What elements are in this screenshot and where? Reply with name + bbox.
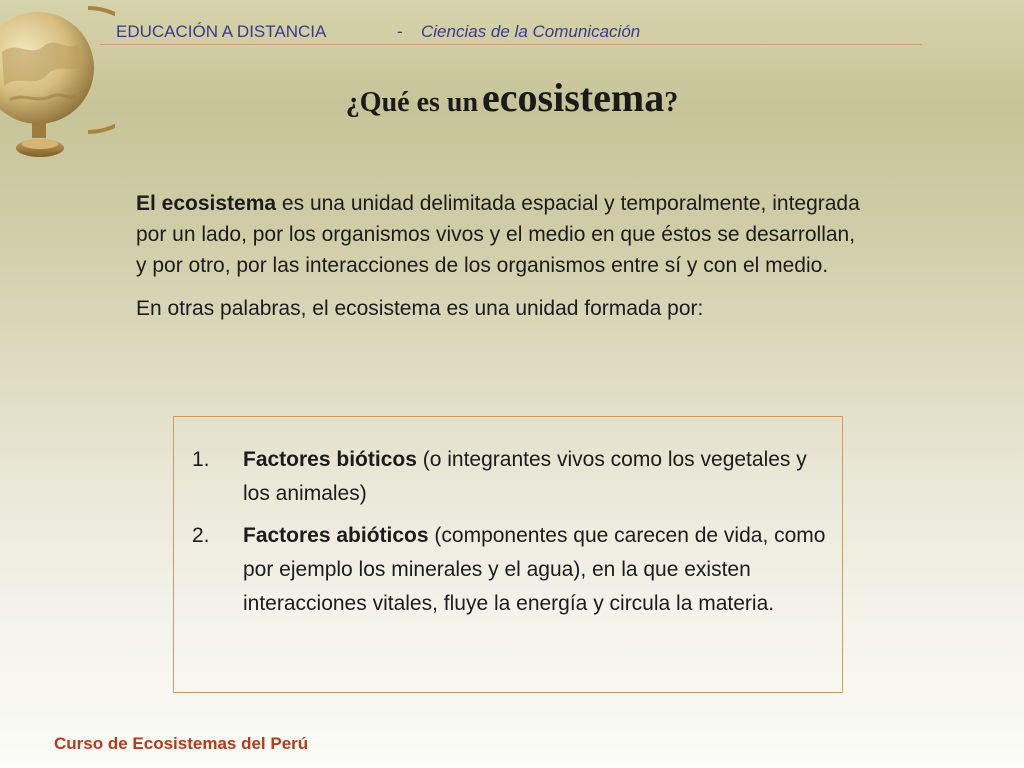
definition-term: El ecosistema xyxy=(136,192,277,215)
title-prefix: ¿Qué es un xyxy=(345,87,479,118)
header-dept: Ciencias de la Comunicación xyxy=(421,22,641,41)
footer-course: Curso de Ecosistemas del Perú xyxy=(54,734,309,753)
definition-block xyxy=(136,188,866,324)
slide-title xyxy=(0,74,1024,121)
second-paragraph: En otras palabras, el ecosistema es una unidad formada por: xyxy=(136,297,704,320)
item-text: (o integrantes vivos como los vegetales y los animales) xyxy=(243,448,807,505)
definition-text: es una unidad delimitada espacial y temporalmente, integrada por un lado, por los organismos vivos y el medio en que éstos se desarrollan, y por otro, por las interacciones de los organismos entre sí y con el medio. xyxy=(136,192,860,277)
header-separator: - xyxy=(397,22,403,41)
title-term: ecosistema xyxy=(482,75,665,120)
item-number: 1. xyxy=(192,448,210,471)
list-item xyxy=(192,443,832,511)
item-term: Factores bióticos xyxy=(243,448,417,471)
item-text: (componentes que carecen de vida, como por ejemplo los minerales y el agua), en la que existen interacciones vitales, fluye la energía y circula la materia. xyxy=(243,524,826,615)
list-item xyxy=(192,519,832,621)
definition-paragraph xyxy=(136,188,866,281)
header-bar xyxy=(100,20,922,45)
header-org: EDUCACIÓN A DISTANCIA xyxy=(116,22,327,41)
item-number: 2. xyxy=(192,524,210,547)
factors-box xyxy=(173,416,843,693)
factors-list xyxy=(192,443,832,621)
title-suffix: ? xyxy=(664,87,679,118)
item-term: Factores abióticos xyxy=(243,524,429,547)
